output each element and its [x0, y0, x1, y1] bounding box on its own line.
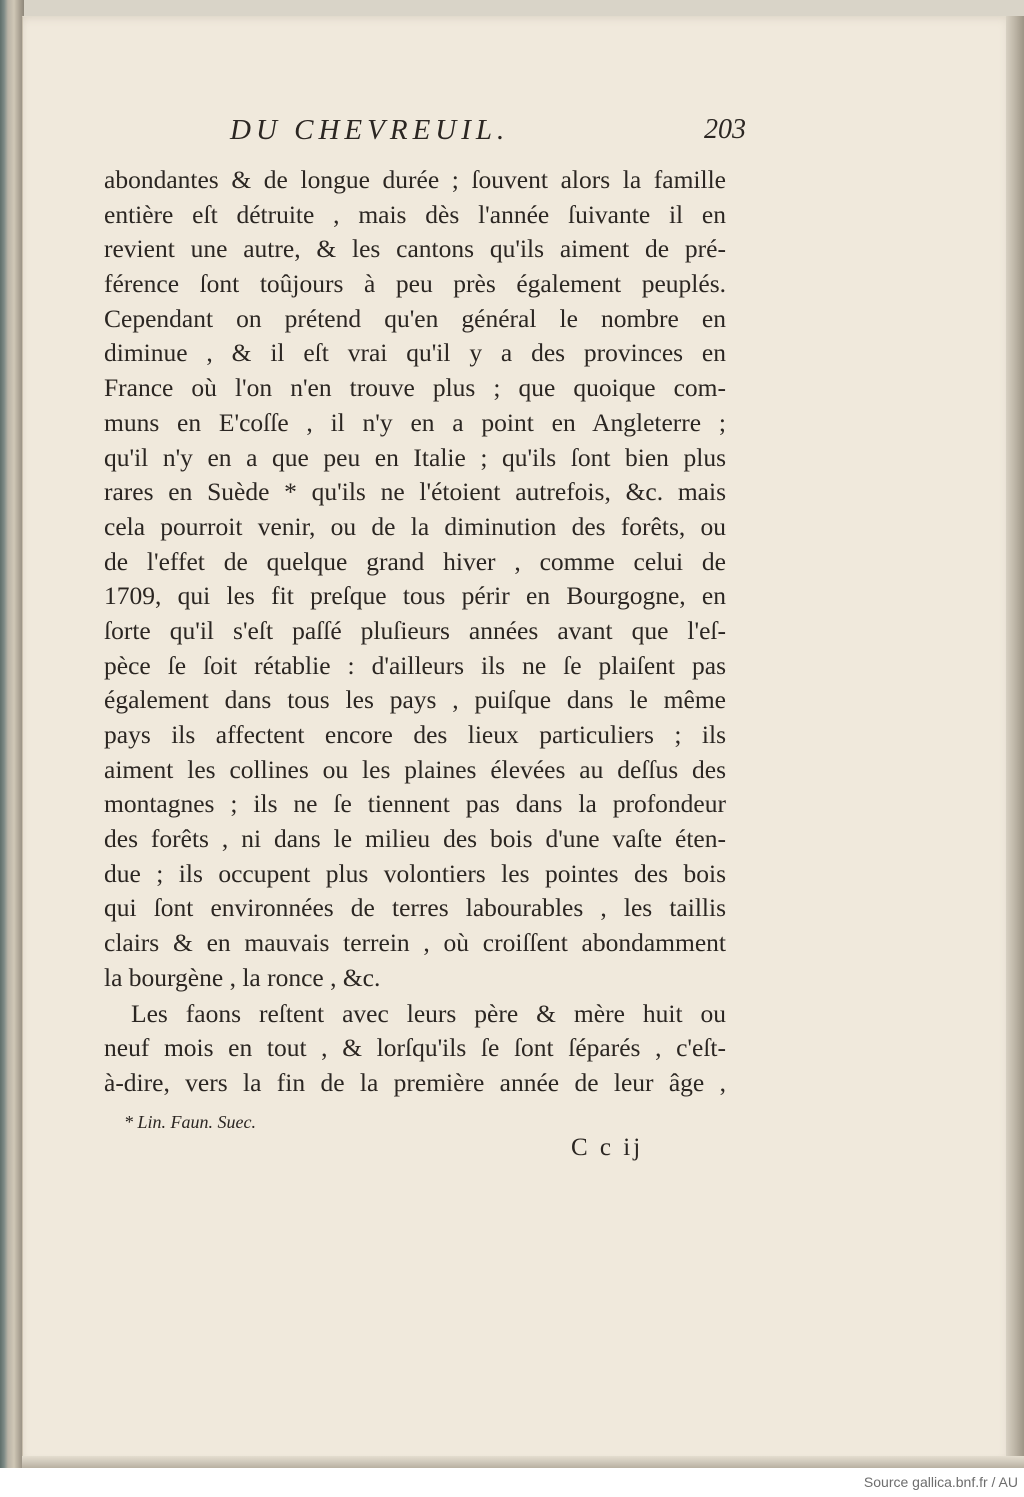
text-line: abondantes & de longue durée ; ſouvent alors la famille	[104, 165, 726, 194]
running-title: DU CHEVREUIL.	[230, 114, 510, 146]
text-line: clairs & en mauvais terrein , où croiſſent abondamment	[104, 928, 726, 958]
text-line: 1709, qui les fit preſque tous périr en Bourgogne, en	[104, 581, 726, 611]
page-bottom-edge	[22, 1456, 1024, 1468]
book-spine-edge	[0, 0, 24, 1468]
paragraph-last-line: la bourgène , la ronce , &c.	[104, 962, 381, 992]
text-line: cela pourroit venir, ou de la diminution des forêts, ou	[104, 511, 726, 541]
text-line: due ; ils occupent plus volontiers les pointes des bois	[104, 858, 726, 888]
running-head	[230, 114, 790, 154]
page-number: 203	[704, 114, 746, 145]
body-text	[104, 163, 726, 1101]
text-line: neuf mois en tout , & lorſqu'ils ſe ſont ſéparés , c'eſt-	[104, 1033, 726, 1063]
text-line: entière eſt détruite , mais dès l'année ſuivante il en	[104, 199, 726, 229]
text-line: qu'il n'y en a que peu en Italie ; qu'ils ſont bien plus	[104, 442, 726, 472]
paragraph-first-line: Les faons reſtent avec leurs père & mère huit ou	[131, 998, 726, 1028]
text-line: à-dire, vers la fin de la première année de leur âge ,	[104, 1067, 726, 1097]
text-line: ſorte qu'il s'eſt paſſé pluſieurs années avant que l'eſ-	[104, 615, 726, 645]
text-line: férence ſont toûjours à peu près également peuplés.	[104, 269, 726, 299]
page-right-edge	[1006, 16, 1024, 1468]
text-line: qui ſont environnées de terres labourables , les taillis	[104, 893, 726, 923]
text-line: diminue , & il eſt vrai qu'il y a des provinces en	[104, 338, 726, 368]
text-line: Cependant on prétend qu'en général le nombre en	[104, 303, 726, 333]
text-line: montagnes ; ils ne ſe tiennent pas dans la profondeur	[104, 789, 726, 819]
text-line: rares en Suède * qu'ils ne l'étoient autrefois, &c. mais	[104, 477, 726, 507]
signature-mark: C c ij	[571, 1134, 644, 1161]
source-credit: Source gallica.bnf.fr / AU	[863, 1474, 1018, 1490]
text-line: des forêts , ni dans le milieu des bois d'une vaſte éten-	[104, 824, 726, 854]
text-line: également dans tous les pays , puiſque dans le même	[104, 685, 726, 715]
text-line: pays ils affectent encore des lieux particuliers ; ils	[104, 720, 726, 749]
footnote: * Lin. Faun. Suec.	[124, 1112, 256, 1132]
text-line: muns en E'coſſe , il n'y en a point en Angleterre ;	[104, 407, 726, 437]
text-line: de l'effet de quelque grand hiver , comme celui de	[104, 546, 726, 576]
text-line: revient une autre, & les cantons qu'ils aiment de pré-	[104, 234, 726, 264]
text-line: aiment les collines ou les plaines élevées au deſſus des	[104, 754, 726, 784]
text-line: France où l'on n'en trouve plus ; que quoique com-	[104, 373, 726, 403]
text-line: pèce ſe ſoit rétablie : d'ailleurs ils ne ſe plaiſent pas	[104, 650, 726, 680]
